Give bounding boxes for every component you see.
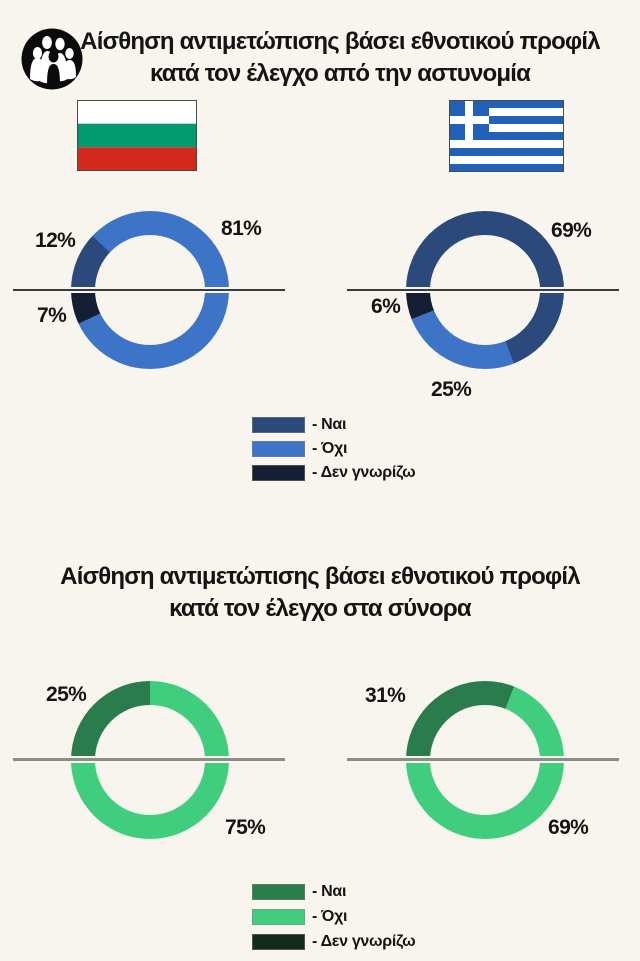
slice-label: 25% (46, 683, 87, 706)
police-title-line1: Αίσθηση αντιμετώπισης βάσει εθνοτικού προφίλ (80, 28, 600, 55)
axis-line-police-bulgaria (13, 289, 285, 291)
slice-label: 25% (431, 378, 472, 401)
legend-item-yes (252, 417, 346, 433)
bulgaria-flag (77, 100, 197, 171)
axis-line-police-greece (347, 289, 619, 291)
legend-item-dontknow (252, 934, 415, 950)
border-title-line2: κατά τον έλεγχο στα σύνορα (169, 595, 471, 622)
legend-swatch-yes (252, 417, 305, 433)
police-title-line2: κατά τον έλεγχο από την αστυνομία (149, 60, 531, 87)
slice-label: 69% (551, 219, 592, 242)
legend-label: - Όχι (312, 440, 348, 457)
legend-swatch-dontknow (252, 934, 305, 950)
legend-item-no (252, 441, 347, 457)
legend-label: - Όχι (312, 908, 348, 925)
border-section-title (40, 563, 600, 629)
slice-label: 81% (221, 217, 262, 240)
legend-item-no (252, 909, 347, 925)
legend-swatch-no (252, 441, 305, 457)
greece-flag (449, 100, 564, 172)
legend-item-dontknow (252, 465, 415, 481)
slice-label: 75% (225, 816, 266, 839)
slice-label: 6% (371, 295, 401, 318)
legend-label: - Δεν γνωρίζω (312, 464, 416, 481)
slice-label: 31% (365, 684, 406, 707)
axis-line-border-bulgaria (13, 758, 285, 761)
legend-label: - Ναι (312, 883, 347, 900)
legend-label: - Ναι (312, 416, 347, 433)
slice-label: 12% (35, 229, 76, 252)
legend-swatch-yes (252, 884, 305, 900)
legend-label: - Δεν γνωρίζω (312, 933, 416, 950)
slice-label: 69% (548, 816, 589, 839)
axis-line-border-greece (347, 758, 619, 761)
legend-item-yes (252, 884, 346, 900)
police-section-title (60, 28, 620, 94)
slice-label: 7% (37, 304, 67, 327)
border-title-line1: Αίσθηση αντιμετώπισης βάσει εθνοτικού προφίλ (60, 563, 580, 590)
legend-swatch-dontknow (252, 465, 305, 481)
legend-swatch-no (252, 909, 305, 925)
